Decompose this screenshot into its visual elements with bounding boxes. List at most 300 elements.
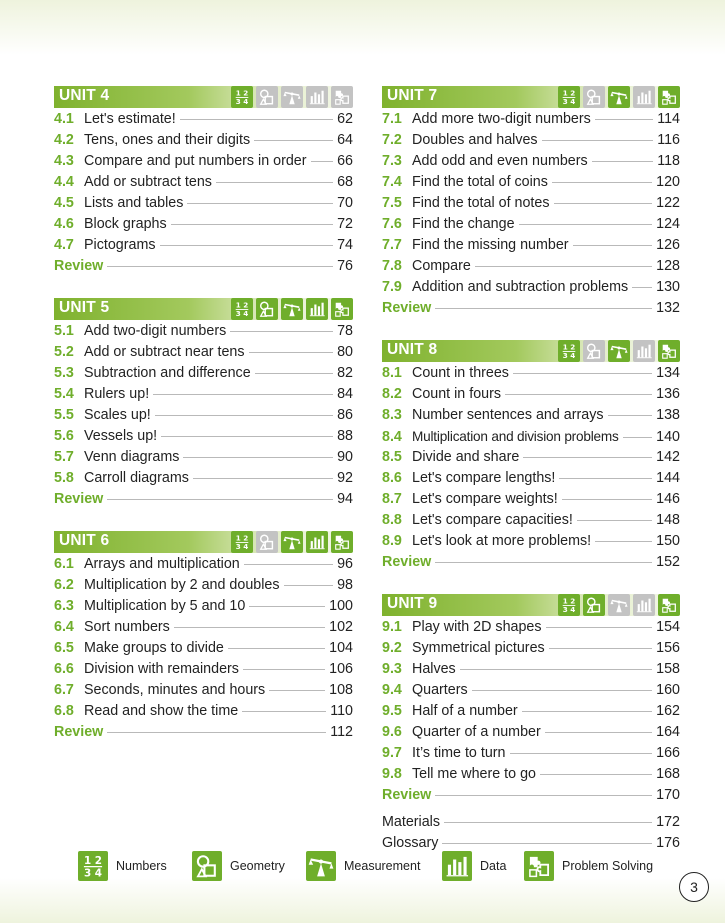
lesson-number: 9.6 — [382, 724, 402, 740]
lesson-title: Seconds, minutes and hours — [84, 682, 266, 698]
unit-header — [382, 86, 680, 108]
lesson-number: 4.1 — [54, 111, 74, 127]
svg-text:3 4: 3 4 — [562, 351, 576, 360]
lesson-title: Division with remainders — [84, 661, 239, 677]
page-ref: 148 — [656, 512, 680, 528]
unit-title: UNIT 7 — [387, 87, 438, 104]
problem-solving-icon — [331, 298, 353, 320]
toc-row[interactable] — [54, 130, 353, 151]
toc-row[interactable] — [382, 235, 680, 256]
page-ref: 66 — [337, 153, 353, 169]
dot-leader — [255, 373, 333, 374]
lesson-title: Compare — [412, 258, 471, 274]
dot-leader — [254, 140, 333, 141]
review-label: Review — [382, 554, 432, 570]
dot-leader — [193, 478, 333, 479]
measurement-icon — [306, 851, 336, 881]
data-icon — [306, 86, 328, 108]
strand-legend — [0, 851, 725, 885]
toc-right-column — [382, 86, 680, 854]
dot-leader — [562, 499, 652, 500]
svg-text:3 4: 3 4 — [235, 309, 249, 318]
toc-row[interactable] — [382, 130, 680, 151]
lesson-number: 9.4 — [382, 682, 402, 698]
lesson-title: Make groups to divide — [84, 640, 224, 656]
toc-row[interactable] — [382, 764, 680, 785]
page-ref: 138 — [656, 407, 680, 423]
lesson-number: 7.4 — [382, 174, 402, 190]
legend-item-geometry — [192, 851, 285, 881]
dot-leader — [523, 457, 652, 458]
toc-row[interactable] — [54, 151, 353, 172]
toc-row[interactable] — [382, 468, 680, 489]
lesson-title: Carroll diagrams — [84, 470, 189, 486]
lesson-title: Add or subtract tens — [84, 174, 212, 190]
geometry-icon — [256, 298, 278, 320]
toc-row[interactable] — [54, 172, 353, 193]
dot-leader — [559, 478, 652, 479]
svg-text:1 2: 1 2 — [562, 342, 576, 352]
lesson-title: Doubles and halves — [412, 132, 538, 148]
lesson-number: 7.7 — [382, 237, 402, 253]
dot-leader — [107, 266, 333, 267]
lesson-number: 4.4 — [54, 174, 74, 190]
page-ref: 126 — [656, 237, 680, 253]
lesson-number: 7.9 — [382, 279, 402, 295]
lesson-number: 8.5 — [382, 449, 402, 465]
toc-row[interactable] — [382, 701, 680, 722]
lesson-title: Find the change — [412, 216, 515, 232]
lesson-number: 5.1 — [54, 323, 74, 339]
dot-leader — [632, 287, 652, 288]
lesson-title: Count in threes — [412, 365, 509, 381]
unit-section — [54, 298, 353, 510]
page-ref: 62 — [337, 111, 353, 127]
page-ref: 128 — [656, 258, 680, 274]
toc-row[interactable] — [54, 214, 353, 235]
dot-leader — [545, 732, 652, 733]
page-ref: 166 — [656, 745, 680, 761]
lesson-title: Symmetrical pictures — [412, 640, 545, 656]
numbers-icon — [231, 86, 253, 108]
toc-row[interactable] — [54, 554, 353, 575]
toc-row[interactable] — [382, 363, 680, 384]
svg-text:1 2: 1 2 — [562, 88, 576, 98]
toc-row[interactable] — [382, 638, 680, 659]
toc-row[interactable] — [382, 384, 680, 405]
dot-leader — [107, 732, 326, 733]
dot-leader — [435, 795, 652, 796]
unit-title: UNIT 9 — [387, 595, 438, 612]
toc-row[interactable] — [54, 638, 353, 659]
lesson-title: Sort numbers — [84, 619, 170, 635]
numbers-icon — [558, 594, 580, 616]
review-row[interactable] — [54, 256, 353, 277]
review-label: Review — [382, 300, 432, 316]
unit-header — [382, 340, 680, 362]
toc-row[interactable] — [54, 447, 353, 468]
page-ref: 76 — [337, 258, 353, 274]
dot-leader — [435, 308, 652, 309]
lesson-number: 5.3 — [54, 365, 74, 381]
lesson-title: Let's compare capacities! — [412, 512, 573, 528]
legend-item-data — [442, 851, 506, 881]
review-row[interactable] — [54, 722, 353, 743]
dot-leader — [472, 690, 653, 691]
lesson-title: Add or subtract near tens — [84, 344, 245, 360]
page-ref: 150 — [656, 533, 680, 549]
toc-row[interactable] — [382, 277, 680, 298]
lesson-title: Materials — [382, 814, 440, 830]
svg-text:3 4: 3 4 — [83, 867, 103, 879]
toc-row[interactable] — [382, 510, 680, 531]
toc-row[interactable] — [54, 363, 353, 384]
page-ref: 140 — [656, 429, 680, 445]
page-ref: 124 — [656, 216, 680, 232]
lesson-title: Half of a number — [412, 703, 518, 719]
measurement-icon — [608, 86, 630, 108]
toc-row[interactable] — [382, 722, 680, 743]
page-ref: 94 — [337, 491, 353, 507]
lesson-title: Count in fours — [412, 386, 502, 402]
dot-leader — [623, 437, 653, 438]
lesson-number: 9.5 — [382, 703, 402, 719]
lesson-title: Block graphs — [84, 216, 167, 232]
lesson-title: Vessels up! — [84, 428, 158, 444]
review-row[interactable] — [382, 552, 680, 573]
dot-leader — [554, 203, 653, 204]
page-ref: 68 — [337, 174, 353, 190]
page-ref: 116 — [657, 132, 680, 148]
lesson-number: 5.4 — [54, 386, 74, 402]
lesson-title: Divide and share — [412, 449, 520, 465]
unit-header — [54, 86, 353, 108]
lesson-number: 8.4 — [382, 429, 402, 445]
dot-leader — [216, 182, 333, 183]
lesson-title: Read and show the time — [84, 703, 239, 719]
page-ref: 130 — [656, 279, 680, 295]
page-ref: 144 — [656, 470, 680, 486]
review-row[interactable] — [382, 785, 680, 806]
strand-icons — [558, 594, 680, 616]
lesson-title: Let's compare weights! — [412, 491, 558, 507]
lesson-title: Let's compare lengths! — [412, 470, 556, 486]
dot-leader — [546, 627, 653, 628]
toc-row[interactable] — [382, 531, 680, 552]
lesson-number: 6.7 — [54, 682, 74, 698]
spacer — [54, 510, 353, 531]
dot-leader — [155, 415, 333, 416]
lesson-title: Lists and tables — [84, 195, 184, 211]
dot-leader — [513, 373, 652, 374]
toc-row[interactable] — [382, 109, 680, 130]
lesson-number: 7.6 — [382, 216, 402, 232]
dot-leader — [475, 266, 652, 267]
svg-text:1 2: 1 2 — [235, 533, 249, 543]
lesson-title: Arrays and multiplication — [84, 556, 240, 572]
lesson-title: It’s time to turn — [412, 745, 506, 761]
geometry-icon — [256, 86, 278, 108]
unit-section — [382, 340, 680, 573]
page-ref: 132 — [656, 300, 680, 316]
data-icon — [633, 86, 655, 108]
toc-row[interactable] — [54, 617, 353, 638]
review-row[interactable] — [54, 489, 353, 510]
strand-icons — [231, 298, 353, 320]
dot-leader — [442, 843, 652, 844]
dot-leader — [592, 161, 654, 162]
data-icon — [442, 851, 472, 881]
problem-solving-icon — [524, 851, 554, 881]
lesson-title: Number sentences and arrays — [412, 407, 604, 423]
lesson-number: 4.5 — [54, 195, 74, 211]
dot-leader — [577, 520, 652, 521]
lesson-title: Rulers up! — [84, 386, 150, 402]
page-ref: 74 — [337, 237, 353, 253]
legend-item-problem-solving — [524, 851, 653, 881]
dot-leader — [230, 331, 333, 332]
page-ref: 112 — [330, 724, 353, 740]
page-ref: 158 — [656, 661, 680, 677]
lesson-number: 4.3 — [54, 153, 74, 169]
lesson-number: 6.5 — [54, 640, 74, 656]
toc-row[interactable] — [54, 468, 353, 489]
legend-label: Data — [480, 859, 507, 873]
dot-leader — [542, 140, 654, 141]
toc-row[interactable] — [382, 256, 680, 277]
page-ref: 70 — [337, 195, 353, 211]
toc-row[interactable] — [382, 193, 680, 214]
lesson-number: 5.7 — [54, 449, 74, 465]
lesson-title: Find the total of notes — [412, 195, 550, 211]
toc-row[interactable] — [54, 426, 353, 447]
lesson-title: Tell me where to go — [412, 766, 536, 782]
lesson-title: Add odd and even numbers — [412, 153, 588, 169]
lesson-number: 6.8 — [54, 703, 74, 719]
back-matter-row[interactable] — [382, 812, 680, 833]
toc-row[interactable] — [54, 680, 353, 701]
unit-title: UNIT 4 — [59, 87, 110, 104]
dot-leader — [505, 394, 652, 395]
toc-row[interactable] — [54, 575, 353, 596]
toc-row[interactable] — [54, 659, 353, 680]
dot-leader — [573, 245, 653, 246]
lesson-number: 7.5 — [382, 195, 402, 211]
page-ref: 156 — [656, 640, 680, 656]
svg-text:3 4: 3 4 — [562, 605, 576, 614]
numbers-icon — [78, 851, 108, 881]
page-ref: 120 — [656, 174, 680, 190]
toc-row[interactable] — [382, 172, 680, 193]
dot-leader — [595, 541, 652, 542]
dot-leader — [460, 669, 652, 670]
page-number: 3 — [679, 872, 709, 902]
dot-leader — [519, 224, 653, 225]
strand-icons — [231, 531, 353, 553]
dot-leader — [595, 119, 653, 120]
page-ref: 162 — [656, 703, 680, 719]
lesson-title: Tens, ones and their digits — [84, 132, 251, 148]
unit-section — [382, 86, 680, 319]
page-ref: 160 — [656, 682, 680, 698]
lesson-number: 8.7 — [382, 491, 402, 507]
page-ref: 100 — [329, 598, 353, 614]
lesson-number: 4.7 — [54, 237, 74, 253]
toc-row[interactable] — [54, 109, 353, 130]
toc-row[interactable] — [54, 193, 353, 214]
toc-row[interactable] — [382, 680, 680, 701]
toc-row[interactable] — [382, 151, 680, 172]
measurement-icon — [608, 594, 630, 616]
lesson-title: Find the missing number — [412, 237, 569, 253]
toc-row[interactable] — [382, 405, 680, 426]
lesson-title: Scales up! — [84, 407, 151, 423]
strand-icons — [558, 86, 680, 108]
unit-header — [382, 594, 680, 616]
legend-label: Geometry — [230, 859, 285, 873]
lesson-title: Quarter of a number — [412, 724, 541, 740]
problem-solving-icon — [658, 594, 680, 616]
lesson-number: 5.6 — [54, 428, 74, 444]
dot-leader — [180, 119, 333, 120]
unit-title: UNIT 8 — [387, 341, 438, 358]
lesson-title: Pictograms — [84, 237, 156, 253]
page-ref: 122 — [656, 195, 680, 211]
page-ref: 118 — [657, 153, 680, 169]
lesson-title: Find the total of coins — [412, 174, 548, 190]
toc-row[interactable] — [54, 342, 353, 363]
dot-leader — [269, 690, 325, 691]
measurement-icon — [608, 340, 630, 362]
page-ref: 82 — [337, 365, 353, 381]
spacer — [382, 319, 680, 340]
dot-leader — [522, 711, 652, 712]
lesson-number: 8.6 — [382, 470, 402, 486]
lesson-number: 8.9 — [382, 533, 402, 549]
dot-leader — [160, 245, 334, 246]
spacer — [54, 277, 353, 298]
dot-leader — [243, 669, 325, 670]
lesson-title: Halves — [412, 661, 456, 677]
problem-solving-icon — [658, 340, 680, 362]
lesson-title: Let's estimate! — [84, 111, 176, 127]
lesson-title: Play with 2D shapes — [412, 619, 542, 635]
lesson-number: 5.2 — [54, 344, 74, 360]
lesson-number: 4.2 — [54, 132, 74, 148]
page-ref: 168 — [656, 766, 680, 782]
unit-section — [54, 86, 353, 277]
dot-leader — [510, 753, 653, 754]
toc-row[interactable] — [54, 235, 353, 256]
svg-text:3 4: 3 4 — [235, 542, 249, 551]
toc-row[interactable] — [382, 617, 680, 638]
dot-leader — [552, 182, 652, 183]
geometry-icon — [583, 86, 605, 108]
dot-leader — [187, 203, 333, 204]
lesson-number: 7.1 — [382, 111, 402, 127]
lesson-number: 6.3 — [54, 598, 74, 614]
lesson-title: Add two-digit numbers — [84, 323, 227, 339]
svg-text:1 2: 1 2 — [83, 855, 103, 868]
lesson-title: Compare and put numbers in order — [84, 153, 307, 169]
legend-label: Problem Solving — [562, 859, 654, 873]
lesson-number: 8.3 — [382, 407, 402, 423]
page-ref: 164 — [656, 724, 680, 740]
legend-label: Numbers — [116, 859, 167, 873]
geometry-icon — [192, 851, 222, 881]
problem-solving-icon — [658, 86, 680, 108]
lesson-number: 5.8 — [54, 470, 74, 486]
data-icon — [633, 594, 655, 616]
dot-leader — [153, 394, 333, 395]
toc-row[interactable] — [382, 489, 680, 510]
review-label: Review — [54, 724, 104, 740]
strand-icons — [231, 86, 353, 108]
geometry-icon — [256, 531, 278, 553]
toc-row[interactable] — [382, 659, 680, 680]
svg-text:3 4: 3 4 — [235, 97, 249, 106]
legend-item-measurement — [306, 851, 420, 881]
unit-title: UNIT 6 — [59, 532, 110, 549]
review-label: Review — [54, 491, 104, 507]
unit-title: UNIT 5 — [59, 299, 110, 316]
svg-text:1 2: 1 2 — [562, 596, 576, 606]
page-ref: 102 — [329, 619, 353, 635]
toc-row[interactable] — [54, 596, 353, 617]
lesson-number: 6.1 — [54, 556, 74, 572]
unit-section — [382, 594, 680, 806]
toc-row[interactable] — [54, 384, 353, 405]
dot-leader — [174, 627, 325, 628]
lesson-title: Add more two-digit numbers — [412, 111, 591, 127]
toc-row[interactable] — [382, 426, 680, 447]
lesson-number: 9.2 — [382, 640, 402, 656]
svg-text:1 2: 1 2 — [235, 300, 249, 310]
data-icon — [306, 531, 328, 553]
legend-label: Measurement — [344, 859, 421, 873]
dot-leader — [444, 822, 652, 823]
dot-leader — [161, 436, 333, 437]
page-ref: 134 — [656, 365, 680, 381]
review-row[interactable] — [382, 298, 680, 319]
page-ref: 84 — [337, 386, 353, 402]
dot-leader — [242, 711, 326, 712]
unit-section — [54, 531, 353, 743]
toc-row[interactable] — [54, 405, 353, 426]
page-ref: 154 — [656, 619, 680, 635]
page-ref: 170 — [656, 787, 680, 803]
lesson-number: 6.6 — [54, 661, 74, 677]
toc-row[interactable] — [382, 743, 680, 764]
toc-row[interactable] — [54, 321, 353, 342]
page-ref: 104 — [329, 640, 353, 656]
toc-row[interactable] — [54, 701, 353, 722]
lesson-title: Quarters — [412, 682, 468, 698]
lesson-number: 6.4 — [54, 619, 74, 635]
page-ref: 78 — [337, 323, 353, 339]
lesson-number: 5.5 — [54, 407, 74, 423]
toc-row[interactable] — [382, 447, 680, 468]
page-ref: 106 — [329, 661, 353, 677]
toc-row[interactable] — [382, 214, 680, 235]
page-ref: 172 — [656, 814, 680, 830]
measurement-icon — [281, 531, 303, 553]
page-ref: 114 — [657, 111, 680, 127]
lesson-number: 9.7 — [382, 745, 402, 761]
dot-leader — [183, 457, 333, 458]
data-icon — [633, 340, 655, 362]
toc-left-column — [54, 86, 353, 743]
